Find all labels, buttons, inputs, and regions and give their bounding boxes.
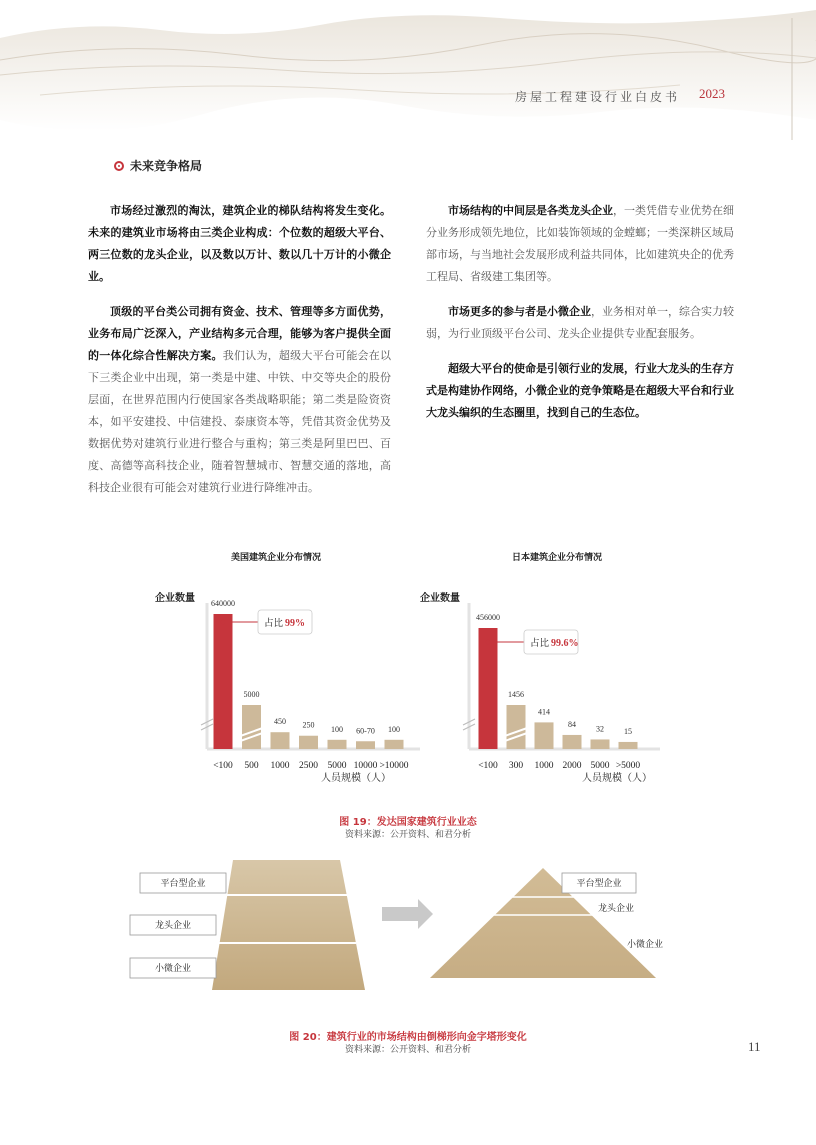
jp-tick-label-4: 5000	[590, 761, 610, 771]
right-p2-bold: 市场更多的参与者是小微企业	[448, 305, 591, 318]
us-bar-1	[242, 705, 261, 749]
us-bar-4	[328, 740, 347, 749]
us-tick-label-2: 1000	[270, 761, 290, 771]
jp-x-axis-label: 人员规模（人）	[582, 773, 652, 784]
jp-bar-value-4: 32	[596, 724, 604, 734]
us-bar-5	[356, 741, 375, 749]
us-bar-value-0: 640000	[211, 599, 235, 608]
left-p2-bold: 顶级的平台类公司拥有资金、技术、管理等多方面优势，业务布局广泛深入，产业结构多元合理，能够为客户提供全面的一体化综合性解决方案。	[88, 305, 391, 362]
us-bar-value-5: 60-70	[356, 726, 375, 736]
us-bar-3	[299, 736, 318, 749]
jp-bar-value-5: 15	[624, 726, 632, 736]
us-callout-value: 99%	[285, 618, 305, 629]
right-p1-text: ，一类凭借专业优势在细分业务形成领先地位，比如装饰领域的金螳螂；一类深耕区域局部市场，与当地社会发展形成利益共同体，比如建筑央企的优秀工程局、省级建工集团等。	[426, 204, 734, 283]
label-platform-left: 平台型企业	[160, 879, 206, 889]
label-micro-left: 小微企业	[154, 964, 191, 974]
jp-bar-4	[591, 739, 610, 749]
figure-20-caption: 图 20：建筑行业的市场结构由倒梯形向金字塔形变化	[289, 1032, 527, 1043]
us-tick-label-3: 2500	[299, 761, 318, 771]
report-year: 2023	[699, 86, 725, 101]
label-leader-right: 龙头企业	[598, 904, 635, 914]
trapezoid-shape	[212, 860, 365, 990]
report-title: 房屋工程建设行业白皮书	[515, 90, 681, 104]
jp-bar-value-0: 456000	[476, 613, 500, 622]
jp-callout-dot	[486, 640, 490, 644]
us-callout-prefix: 占比	[264, 619, 284, 629]
us-bar-value-6: 100	[388, 724, 400, 734]
us-callout-dot	[221, 620, 225, 624]
jp-bar-3	[563, 735, 582, 749]
jp-tick-label-0: <100	[478, 761, 498, 771]
jp-tick-label-3: 2000	[562, 761, 582, 771]
jp-bar-2	[535, 722, 554, 749]
figure-19-caption: 图 19：发达国家建筑行业业态	[339, 817, 477, 828]
jp-tick-label-1: 300	[508, 761, 524, 771]
right-p2-text: ，业务相对单一，综合实力较弱，为行业顶级平台公司、龙头企业提供专业配套服务。	[426, 305, 734, 340]
label-platform-right: 平台型企业	[576, 879, 622, 889]
us-bar-value-3: 250	[302, 720, 315, 730]
us-bar-value-2: 450	[274, 717, 286, 727]
us-tick-label-6: >10000	[379, 761, 409, 771]
figure-20-source: 资料来源：公开资料、和君分析	[344, 1045, 471, 1055]
us-chart-title: 美国建筑企业分布情况	[231, 553, 322, 563]
us-y-axis-label: 企业数量	[155, 593, 195, 604]
jp-bar-0	[479, 628, 498, 749]
us-x-axis-label: 人员规模（人）	[321, 773, 391, 784]
us-bar-value-1: 5000	[243, 690, 260, 699]
jp-callout-value: 99.6%	[551, 638, 579, 649]
us-bar-0	[214, 614, 233, 749]
us-bar-2	[271, 732, 290, 749]
jp-bar-1	[507, 705, 526, 749]
jp-bar-value-3: 84	[568, 719, 576, 729]
left-p1-bold: 市场经过激烈的淘汰，建筑企业的梯队结构将发生变化。未来的建筑业市场将由三类企业构成：个位数的超级大平台、两三位数的龙头企业，以及数以万计、数以几十万计的小微企业。	[88, 204, 391, 283]
us-bar-6	[385, 740, 404, 749]
jp-y-axis-label: 企业数量	[420, 593, 460, 604]
us-tick-label-0: <100	[213, 761, 233, 771]
us-bar-value-4: 100	[331, 724, 343, 734]
us-tick-label-1: 500	[244, 761, 259, 771]
us-tick-label-5: 10000	[353, 761, 378, 771]
right-p1-bold: 市场结构的中间层是各类龙头企业	[448, 204, 613, 217]
jp-bar-value-2: 414	[538, 707, 550, 717]
figure-19-source: 资料来源：公开资料、和君分析	[344, 830, 471, 840]
jp-tick-label-2: 1000	[534, 761, 554, 771]
jp-callout-prefix: 占比	[530, 639, 550, 649]
jp-bar-5	[619, 742, 638, 749]
page-number: 11	[748, 1039, 761, 1054]
arrow-right-icon	[382, 899, 433, 929]
left-p2-text: 我们认为，超级大平台可能会在以下三类企业中出现，第一类是中建、中铁、中交等央企的股份层面，在世界范围内行使国家各类战略职能；第二类是险资资本，如平安建投、中信建投、泰康资本等，凭借其资金优势及数据优势对建筑行业进行整合与重构；第三类是阿里巴巴、百度、高德等高科技企业，随着智慧城市、智慧交通的落地，高科技企业很有可能会对建筑行业进行降维冲击。	[88, 349, 392, 494]
market-structure-diagram	[0, 850, 816, 1000]
right-p3-bold: 超级大平台的使命是引领行业的发展，行业大龙头的生存方式是构建协作网络，小微企业的竞争策略是在超级大平台和行业大龙头编织的生态圈里，找到自己的生态位。	[426, 362, 734, 419]
jp-bar-value-1: 1456	[508, 690, 524, 699]
jp-tick-label-5: >5000	[615, 761, 641, 771]
label-micro-right: 小微企业	[627, 940, 664, 950]
section-title: 未来竞争格局	[130, 159, 203, 173]
label-leader-left: 龙头企业	[154, 921, 191, 931]
us-tick-label-4: 5000	[327, 761, 347, 771]
jp-chart-title: 日本建筑企业分布情况	[512, 553, 603, 563]
